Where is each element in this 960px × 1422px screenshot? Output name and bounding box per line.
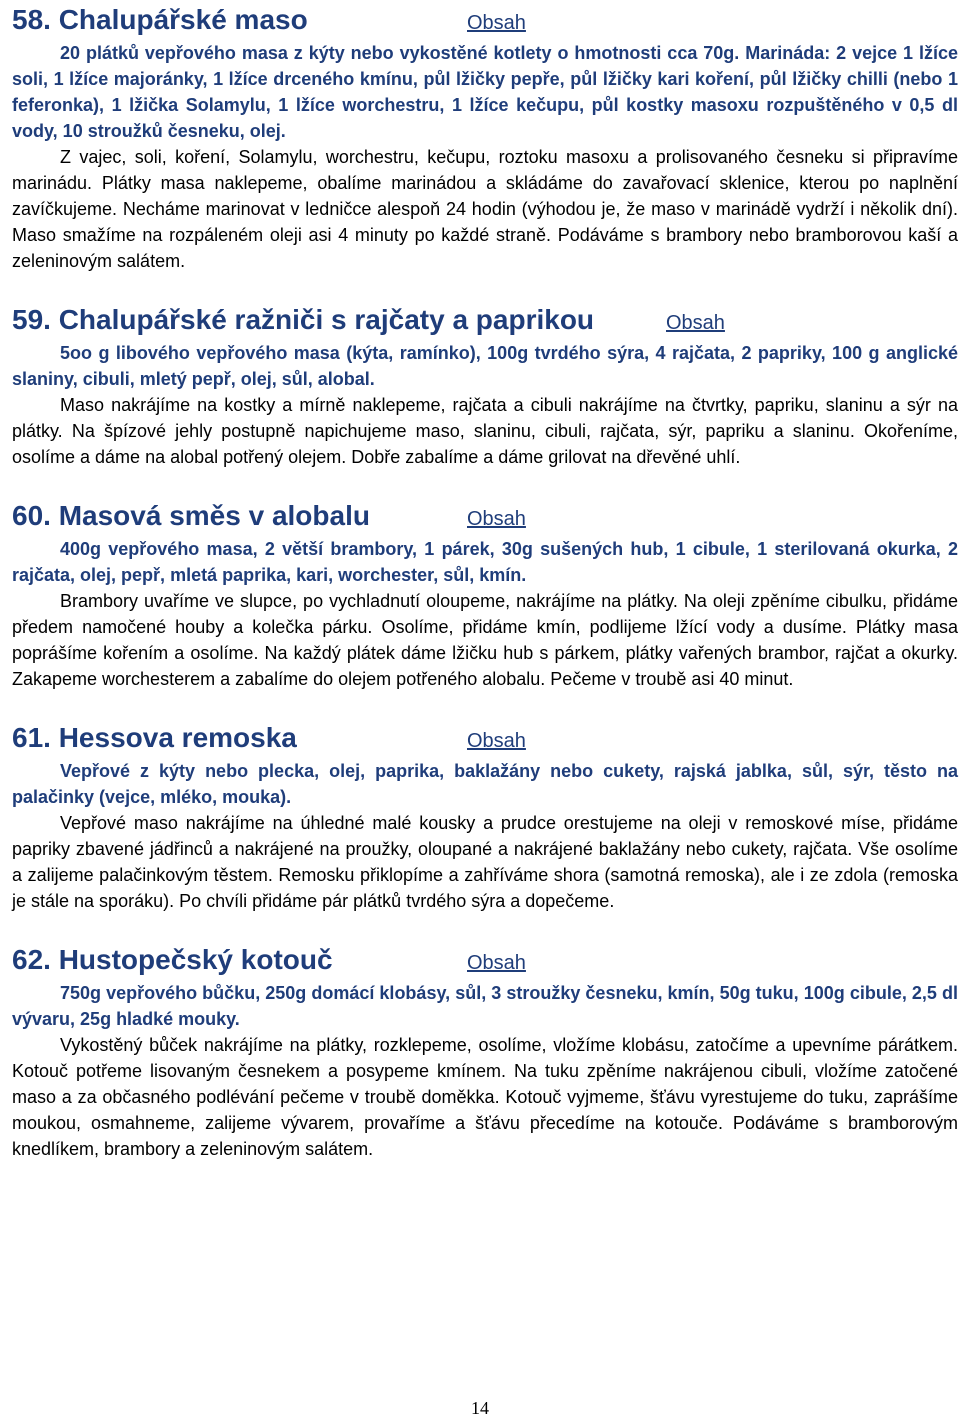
obsah-link[interactable]: Obsah [467,12,526,34]
recipe-title: 62. Hustopečský kotouč [12,944,333,975]
recipe-59 [12,300,958,470]
recipe-title-row [12,496,958,536]
recipe-title-row [12,940,958,980]
recipe-60 [12,496,958,692]
recipe-58 [12,0,958,274]
recipe-title: 58. Chalupářské maso [12,4,308,35]
recipe-method: Vykostěný bůček nakrájíme na plátky, rozklepeme, osolíme, vložíme klobásu, zatočíme a upevníme párátkem. Kotouč potřeme lisovaným česnekem a posypeme kmínem. Na tuku zpěníme nakrájenou cibuli, vložíme zatočené maso a za občasného podlévání pečeme v troubě doměkka. Kotouč vyjmeme, šťávu vyrestujeme do tuku, zaprášíme moukou, osmahneme, zalijeme vývarem, provaříme a šťávu přecedíme na kotouče. Podáváme s bramborovým knedlíkem, brambory a zeleninovým salátem. [12,1035,958,1159]
recipe-title-row [12,718,958,758]
recipe-62 [12,940,958,1162]
recipe-title: 61. Hessova remoska [12,722,297,753]
recipe-title-row [12,0,958,40]
recipe-method: Z vajec, soli, koření, Solamylu, worchestru, kečupu, roztoku masoxu a prolisovaného česneku si připravíme marinádu. Plátky masa naklepeme, obalíme marinádou a skládáme do zavařovací sklenice, kterou po naplnění zavíčkujeme. Necháme marinovat v ledničce alespoň 24 hodin (výhodou je, že maso v marinádě vydrží i několik dní). Maso smažíme na rozpáleném oleji asi 4 minuty po každé straně. Podáváme s brambory nebo bramborovou kaší a zeleninovým salátem. [12,147,958,271]
recipe-ingredients: 400g vepřového masa, 2 větší brambory, 1 párek, 30g sušených hub, 1 cibule, 1 sterilovaná okurka, 2 rajčata, olej, pepř, mletá paprika, kari, worchester, sůl, kmín. [12,539,958,585]
recipe-ingredients: 750g vepřového bůčku, 250g domácí klobásy, sůl, 3 stroužky česneku, kmín, 50g tuku, 100g cibule, 2,5 dl vývaru, 25g hladké mouky. [12,983,958,1029]
recipe-ingredients: Vepřové z kýty nebo plecka, olej, paprika, baklažány nebo cukety, rajská jablka, sůl, sýr, těsto na palačinky (vejce, mléko, mouka). [12,761,958,807]
obsah-link[interactable]: Obsah [467,952,526,974]
recipe-ingredients: 20 plátků vepřového masa z kýty nebo vykostěné kotlety o hmotnosti cca 70g. Marináda: 2 vejce 1 lžíce soli, 1 lžíce majoránky, 1 lžíce drceného kmínu, půl lžičky pepře, půl lžičky kari koření, půl lžičky chilli (nebo 1 feferonka), 1 lžička Solamylu, 1 lžíce worchestru, 1 lžíce kečupu, půl kostky masoxu rozpuštěného v 0,5 dl vody, 10 stroužků česneku, olej. [12,43,958,141]
recipe-method: Brambory uvaříme ve slupce, po vychladnutí oloupeme, nakrájíme na plátky. Na oleji zpěníme cibulku, přidáme předem namočené houby a kolečka párku. Osolíme, přidáme kmín, podlijeme lžící vody a dusíme. Plátky masa poprášíme kořením a osolíme. Na každý plátek dáme lžičku hub s párkem, plátky vařených brambor, rajčat a okurky. Zakapeme worchesterem a zabalíme do olejem potřeného alobalu. Pečeme v troubě asi 40 minut. [12,591,958,689]
recipe-61 [12,718,958,914]
obsah-link[interactable]: Obsah [467,730,526,752]
obsah-link[interactable]: Obsah [666,312,725,334]
recipe-title: 59. Chalupářské ražniči s rajčaty a paprikou [12,304,595,335]
recipe-title-row [12,300,958,340]
recipe-title: 60. Masová směs v alobalu [12,500,370,531]
recipe-method: Maso nakrájíme na kostky a mírně naklepeme, rajčata a cibuli nakrájíme na čtvrtky, papriku, slaninu a sýr na plátky. Na špízové jehly postupně napichujeme maso, slaninu, cibuli, rajčata, sýr, papriku a slaninu. Okořeníme, osolíme a dáme na alobal potřený olejem. Dobře zabalíme a dáme grilovat na dřevěné uhlí. [12,395,958,467]
page-number: 14 [471,1398,489,1418]
recipe-ingredients: 5oo g libového vepřového masa (kýta, ramínko), 100g tvrdého sýra, 4 rajčata, 2 papriky, 100 g anglické slaniny, cibuli, mletý pepř, olej, sůl, alobal. [12,343,958,389]
recipe-page [12,0,958,1162]
obsah-link[interactable]: Obsah [467,508,526,530]
recipe-method: Vepřové maso nakrájíme na úhledné malé kousky a prudce orestujeme na oleji v remoskové míse, přidáme papriky zbavené jádřinců a nakrájené na proužky, oloupané a nakrájené baklažány nebo cukety, rajčata. Vše osolíme a zalijeme palačinkovým těstem. Remosku přiklopíme a zahříváme shora (samotná remoska), ale i ze zdola (remoska je stále na sporáku). Po chvíli přidáme pár plátků tvrdého sýra a dopečeme. [12,813,958,911]
